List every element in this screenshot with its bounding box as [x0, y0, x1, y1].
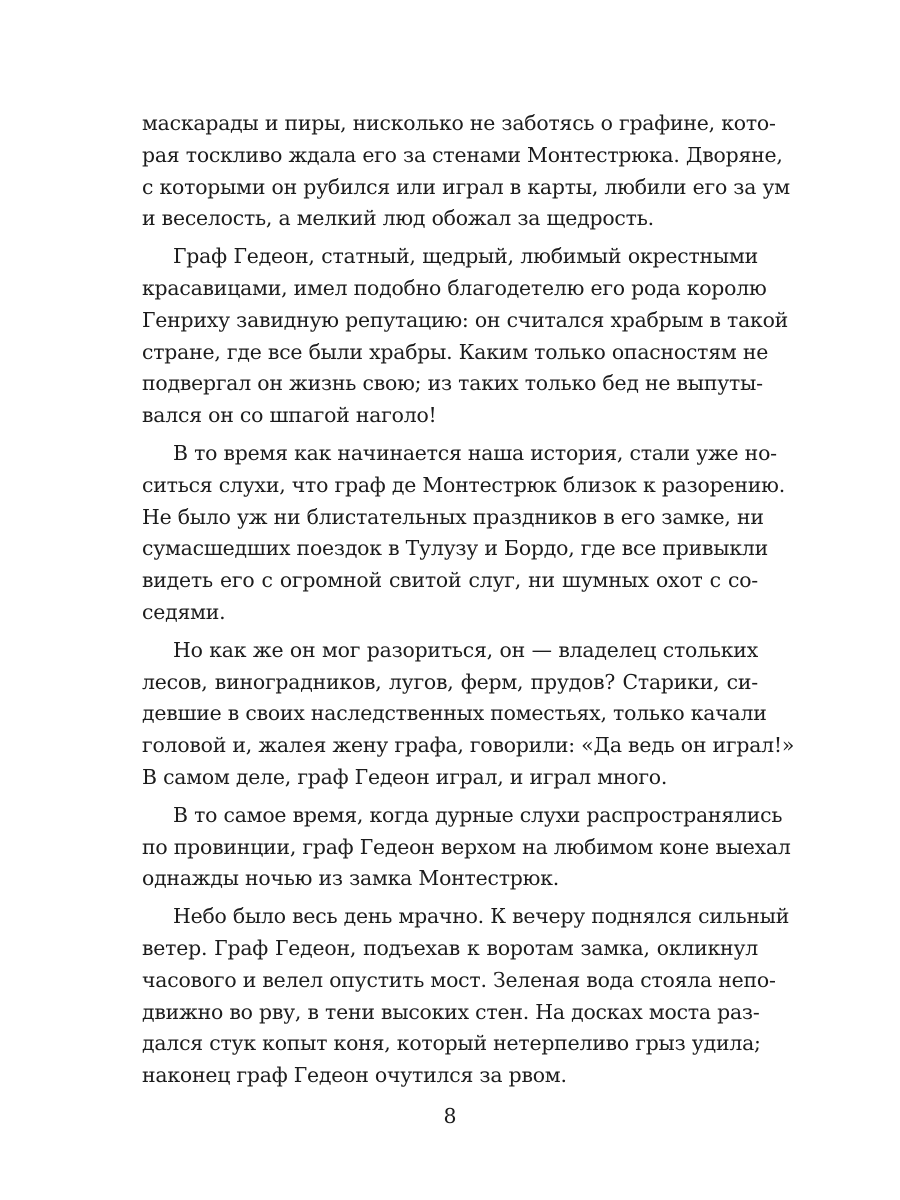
text-line: сумасшедших поездок в Тулузу и Бордо, где все привыкли	[142, 536, 769, 561]
text-line: В самом деле, граф Гедеон играл, и играл много.	[142, 764, 668, 789]
text-line: седями.	[142, 599, 226, 624]
text-line: Граф Гедеон, статный, щедрый, любимый окрестными	[173, 244, 758, 269]
paragraph-2	[142, 241, 789, 432]
text-line: В то время как начинается наша история, стали уже но-	[173, 440, 777, 465]
text-line: Не было уж ни блистательных праздников в его замке, ни	[142, 504, 764, 529]
text-line: вался он со шпагой наголо!	[142, 403, 437, 428]
paragraph-5	[142, 800, 791, 895]
text-line: дался стук копыт коня, который нетерпеливо грыз удила;	[142, 1031, 761, 1056]
text-line: часового и велел опустить мост. Зеленая вода стояла непо-	[142, 967, 776, 992]
text-line: движно во рву, в тени высоких стен. На досках моста раз-	[142, 999, 760, 1024]
text-line: однажды ночью из замка Монтестрюк.	[142, 866, 560, 891]
text-line: ситься слухи, что граф де Монтестрюк близок к разорению.	[142, 472, 785, 497]
text-line: и веселость, а мелкий люд обожал за щедрость.	[142, 206, 654, 231]
text-line: рая тоскливо ждала его за стенами Монтестрюка. Дворяне,	[142, 142, 783, 167]
text-line: стране, где все были храбры. Каким только опасностям не	[142, 339, 769, 364]
text-line: видеть его с огромной свитой слуг, ни шумных охот с со-	[142, 568, 758, 593]
body-text	[142, 108, 795, 1092]
text-line: красавицами, имел подобно благодетелю его рода королю	[142, 275, 767, 300]
text-line: ветер. Граф Гедеон, подъехав к воротам замка, окликнул	[142, 935, 758, 960]
text-line: Небо было весь день мрачно. К вечеру поднялся сильный	[173, 904, 790, 929]
text-line: наконец граф Гедеон очутился за рвом.	[142, 1063, 567, 1088]
text-line: маскарады и пиры, нисколько не заботясь о графине, кото-	[142, 111, 776, 135]
paragraph-1	[142, 108, 790, 235]
page-number: 8	[443, 1104, 457, 1128]
text-line: с которыми он рубился или играл в карты, любили его за ум	[142, 174, 790, 199]
text-line: Генриху завидную репутацию: он считался храбрым в такой	[142, 307, 789, 332]
paragraph-4	[142, 635, 795, 794]
text-line: по провинции, граф Гедеон верхом на любимом коне выехал	[142, 834, 791, 859]
text-line: лесов, виноградников, лугов, ферм, прудов? Старики, си-	[142, 669, 758, 694]
text-line: девшие в своих наследственных поместьях, только качали	[142, 701, 767, 726]
text-line: Но как же он мог разориться, он — владелец стольких	[173, 637, 758, 662]
text-line: головой и, жалея жену графа, говорили: «Да ведь он играл!»	[142, 733, 795, 758]
text-line: подвергал он жизнь свою; из таких только бед не выпуты-	[142, 371, 763, 396]
paragraph-3	[142, 438, 785, 629]
paragraph-6	[142, 901, 790, 1092]
text-line: В то самое время, когда дурные слухи распространялись	[173, 802, 783, 827]
